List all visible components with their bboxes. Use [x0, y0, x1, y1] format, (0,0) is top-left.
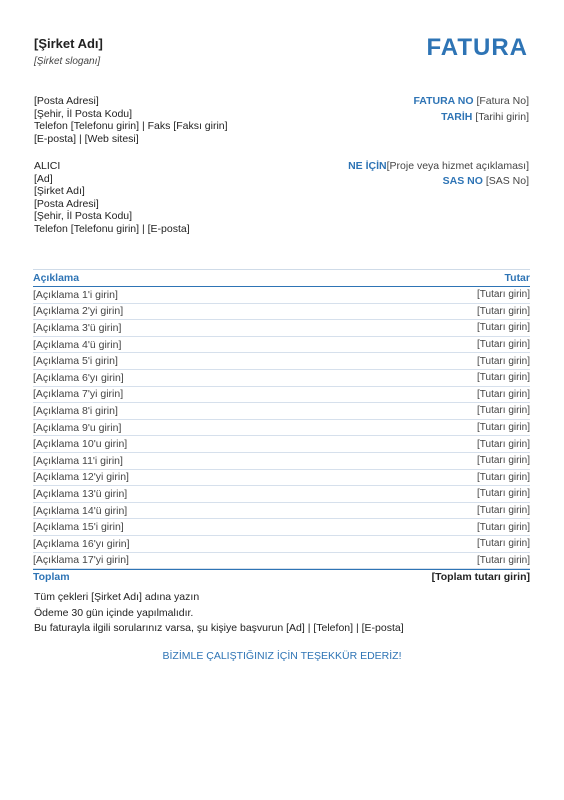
row-amount: [Tutarı girin] — [477, 339, 530, 351]
table-row — [33, 536, 530, 553]
recipient-line: [Şirket Adı] — [34, 185, 85, 198]
sender-line: [Şehir, İl Posta Kodu] — [34, 107, 133, 120]
row-amount: [Tutarı girin] — [477, 305, 530, 317]
row-description: [Açıklama 1'i girin] — [33, 288, 118, 301]
row-description: [Açıklama 13'ü girin] — [33, 487, 128, 500]
recipient-line: [Ad] — [34, 172, 53, 185]
po-field — [443, 175, 529, 187]
recipient-line: [Şehir, İl Posta Kodu] — [34, 210, 133, 223]
row-description: [Açıklama 12'yi girin] — [33, 471, 129, 484]
table-row — [33, 353, 530, 370]
row-amount: [Tutarı girin] — [477, 538, 530, 550]
column-header-amount: Tutar — [504, 272, 530, 284]
note-line: Tüm çekleri [Şirket Adı] adına yazın — [34, 591, 200, 603]
table-header — [33, 269, 530, 287]
row-description: [Açıklama 9'u girin] — [33, 421, 122, 434]
row-amount: [Tutarı girin] — [477, 322, 530, 334]
table-row — [33, 503, 530, 520]
row-amount: [Tutarı girin] — [477, 355, 530, 367]
note-line: Ödeme 30 gün içinde yapılmalıdır. — [34, 606, 194, 619]
for-field — [348, 160, 529, 172]
total-value: [Toplam tutarı girin] — [431, 571, 530, 584]
row-description: [Açıklama 17'yi girin] — [33, 554, 129, 567]
total-label: Toplam — [33, 571, 70, 584]
row-description: [Açıklama 2'yi girin] — [33, 305, 124, 318]
row-description: [Açıklama 7'yi girin] — [33, 388, 124, 401]
sender-line: [Posta Adresi] — [34, 95, 99, 107]
table-row — [33, 320, 530, 337]
invoice-table — [33, 269, 530, 584]
date-label: TARİH — [441, 111, 473, 123]
company-slogan: [Şirket sloganı] — [34, 56, 101, 67]
table-row — [33, 403, 530, 420]
row-amount: [Tutarı girin] — [477, 521, 530, 533]
sender-address — [34, 95, 228, 145]
date-value: [Tarihi girin] — [475, 111, 529, 123]
for-label: NE İÇİN — [348, 160, 387, 172]
row-description: [Açıklama 16'yı girin] — [33, 537, 130, 550]
recipient-line: Telefon [Telefonu girin] | [E-posta] — [34, 222, 190, 235]
invoice-number-value: [Fatura No] — [476, 95, 529, 107]
payment-notes — [34, 590, 404, 637]
column-header-description: Açıklama — [33, 272, 80, 284]
table-row — [33, 519, 530, 536]
row-amount: [Tutarı girin] — [477, 505, 530, 517]
table-total-row — [33, 569, 530, 584]
table-row — [33, 337, 530, 354]
row-amount: [Tutarı girin] — [477, 422, 530, 434]
recipient-line: ALICI — [34, 160, 61, 172]
row-amount: [Tutarı girin] — [477, 388, 530, 400]
row-description: [Açıklama 8'i girin] — [33, 404, 118, 417]
row-amount: [Tutarı girin] — [477, 289, 530, 301]
date-field — [441, 111, 529, 123]
po-label: SAS NO — [442, 175, 483, 187]
row-description: [Açıklama 14'ü girin] — [33, 504, 128, 517]
note-line: Bu faturayla ilgili sorularınız varsa, şu kişiye başvurun [Ad] | [Telefon] | [E-posta] — [34, 622, 404, 634]
table-row — [33, 486, 530, 503]
row-description: [Açıklama 10'u girin] — [33, 438, 128, 451]
table-row — [33, 553, 530, 570]
table-row — [33, 370, 530, 387]
po-value: [SAS No] — [485, 175, 529, 187]
row-amount: [Tutarı girin] — [477, 554, 530, 566]
invoice-number-field — [413, 95, 529, 107]
row-amount: [Tutarı girin] — [477, 438, 530, 450]
row-amount: [Tutarı girin] — [477, 372, 530, 384]
table-row — [33, 304, 530, 321]
row-description: [Açıklama 4'ü girin] — [33, 338, 122, 351]
for-value: [Proje veya hizmet açıklaması] — [386, 160, 529, 172]
document-title: FATURA — [426, 34, 528, 61]
row-amount: [Tutarı girin] — [477, 488, 530, 500]
row-amount: [Tutarı girin] — [477, 405, 530, 417]
recipient-line: [Posta Adresi] — [34, 197, 99, 210]
thank-you-message: BİZİMLE ÇALIŞTIĞINIZ İÇİN TEŞEKKÜR EDERİZ! — [162, 650, 402, 662]
table-row — [33, 436, 530, 453]
row-description: [Açıklama 5'i girin] — [33, 355, 118, 368]
row-description: [Açıklama 11'i girin] — [33, 454, 123, 467]
table-row — [33, 470, 530, 487]
row-amount: [Tutarı girin] — [477, 455, 530, 467]
table-row — [33, 287, 530, 304]
recipient-address — [34, 160, 190, 236]
company-name: [Şirket Adı] — [34, 36, 103, 51]
table-row — [33, 387, 530, 404]
row-amount: [Tutarı girin] — [477, 471, 530, 483]
row-description: [Açıklama 6'yı girin] — [33, 371, 124, 384]
sender-line: Telefon [Telefonu girin] | Faks [Faksı girin] — [34, 120, 228, 133]
row-description: [Açıklama 3'ü girin] — [33, 321, 122, 334]
table-row — [33, 453, 530, 470]
invoice-number-label: FATURA NO — [413, 95, 474, 107]
sender-line: [E-posta] | [Web sitesi] — [34, 132, 139, 145]
row-description: [Açıklama 15'i girin] — [33, 521, 124, 534]
table-row — [33, 420, 530, 437]
